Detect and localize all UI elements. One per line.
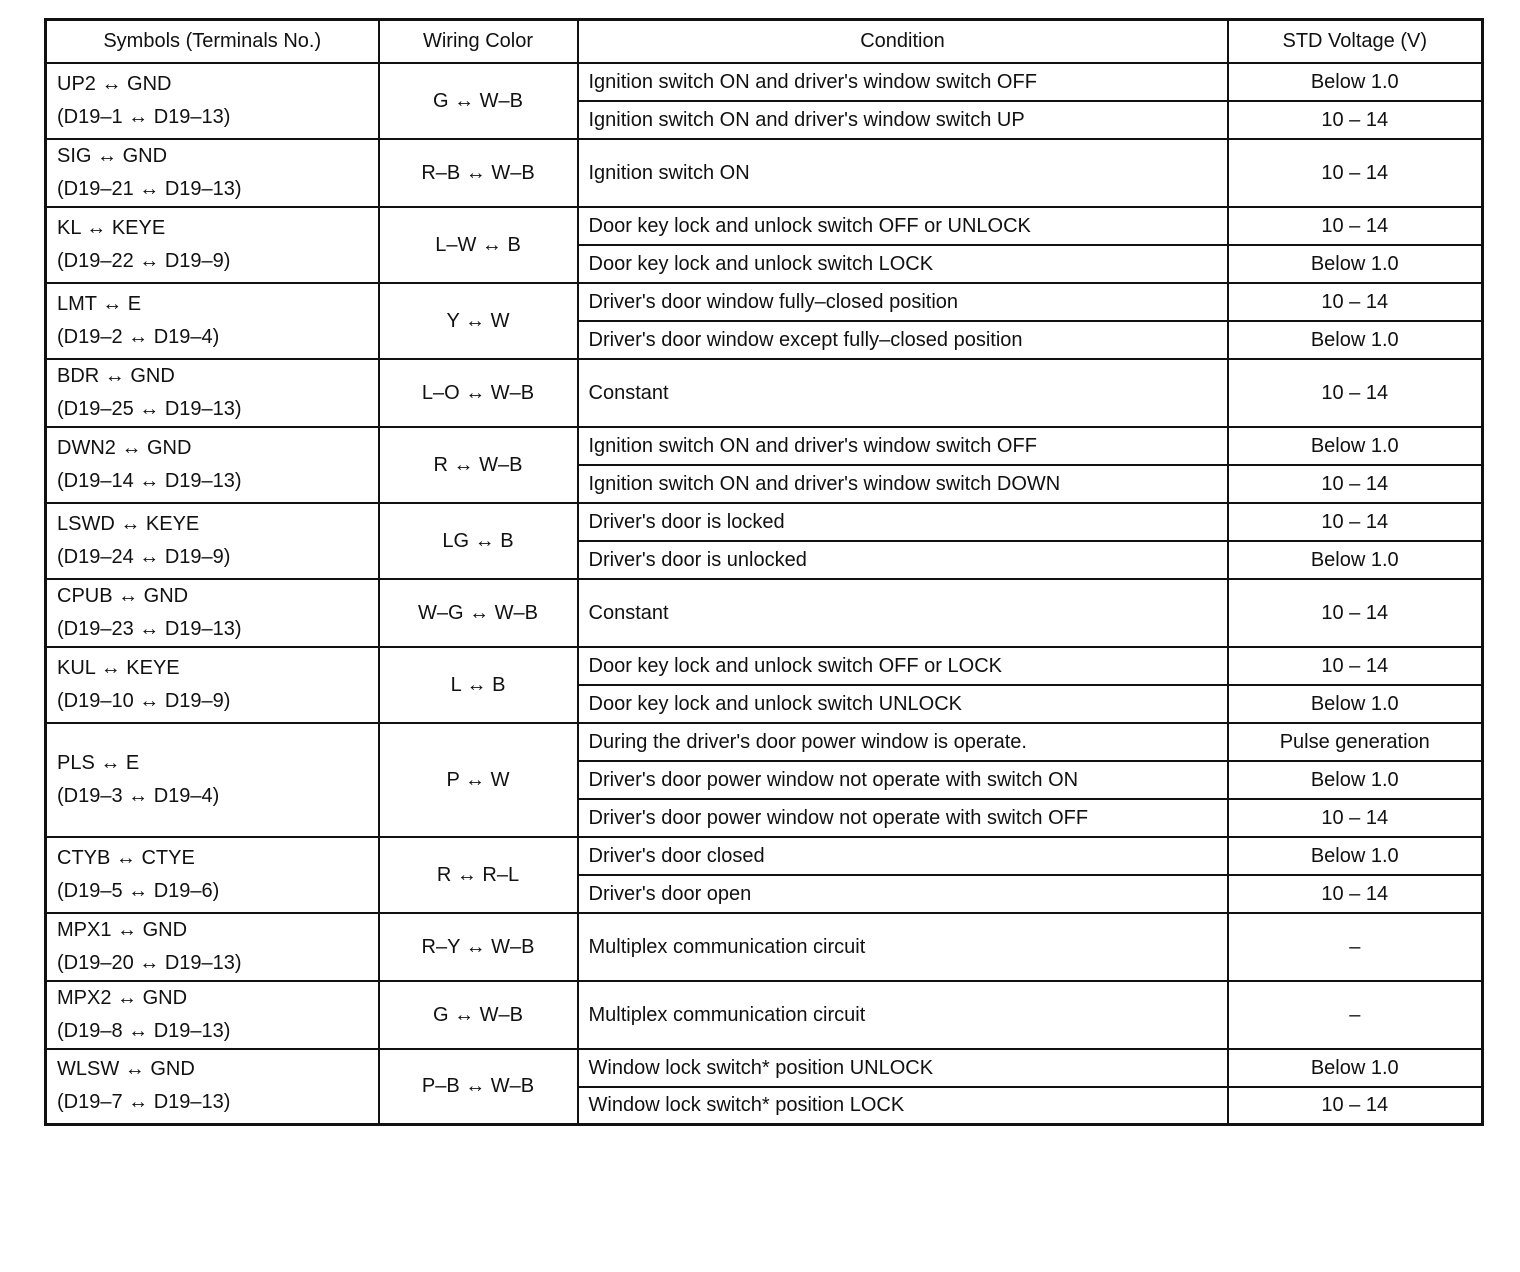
table-row (46, 1049, 1483, 1087)
wiring-color-cell: W–G ↔ W–B (379, 579, 578, 647)
std-voltage-cell: – (1228, 913, 1483, 981)
wiring-color-cell: G ↔ W–B (379, 981, 578, 1049)
std-voltage-cell: 10 – 14 (1228, 139, 1483, 207)
condition-cell: Driver's door is locked (578, 503, 1228, 541)
symbol-name: CPUB ↔ GND (57, 584, 189, 607)
condition-cell: Multiplex communication circuit (578, 913, 1228, 981)
terminal-voltage-table (44, 18, 1484, 1126)
std-voltage-cell: 10 – 14 (1228, 875, 1483, 913)
symbol-name: KL ↔ KEYE (57, 216, 166, 239)
table-row (46, 913, 1483, 981)
wiring-color-cell: G ↔ W–B (379, 63, 578, 139)
symbol-name: PLS ↔ E (57, 751, 140, 774)
symbol-name: DWN2 ↔ GND (57, 436, 192, 459)
condition-cell: Window lock switch* position UNLOCK (578, 1049, 1228, 1087)
symbol-name: KUL ↔ KEYE (57, 656, 180, 679)
symbol-cell (46, 579, 379, 647)
wiring-color-cell: LG ↔ B (379, 503, 578, 579)
std-voltage-cell: Below 1.0 (1228, 245, 1483, 283)
terminal-numbers: (D19–7 ↔ D19–13) (57, 1091, 231, 1114)
condition-cell: Door key lock and unlock switch LOCK (578, 245, 1228, 283)
table-header (46, 20, 1483, 63)
header-condition: Condition (578, 20, 1228, 63)
table-body (46, 63, 1483, 1125)
condition-cell: Ignition switch ON and driver's window switch DOWN (578, 465, 1228, 503)
condition-cell: Ignition switch ON and driver's window switch OFF (578, 427, 1228, 465)
symbol-name: WLSW ↔ GND (57, 1058, 195, 1081)
table-row (46, 139, 1483, 207)
condition-cell: Window lock switch* position LOCK (578, 1087, 1228, 1125)
symbol-cell (46, 1049, 379, 1125)
condition-cell: During the driver's door power window is operate. (578, 723, 1228, 761)
wiring-color-cell: R ↔ R–L (379, 837, 578, 913)
terminal-numbers: (D19–1 ↔ D19–13) (57, 105, 231, 128)
table-row (46, 647, 1483, 685)
std-voltage-cell: – (1228, 981, 1483, 1049)
condition-cell: Driver's door open (578, 875, 1228, 913)
table-row (46, 837, 1483, 875)
symbol-cell (46, 427, 379, 503)
table-row (46, 207, 1483, 245)
std-voltage-cell: Pulse generation (1228, 723, 1483, 761)
condition-cell: Driver's door power window not operate with switch OFF (578, 799, 1228, 837)
condition-cell: Driver's door power window not operate with switch ON (578, 761, 1228, 799)
table-row (46, 359, 1483, 427)
wiring-color-cell: Y ↔ W (379, 283, 578, 359)
std-voltage-cell: 10 – 14 (1228, 465, 1483, 503)
table-row (46, 981, 1483, 1049)
wiring-color-cell: L ↔ B (379, 647, 578, 723)
std-voltage-cell: Below 1.0 (1228, 837, 1483, 875)
symbol-name: SIG ↔ GND (57, 144, 168, 167)
table-row (46, 723, 1483, 761)
symbol-name: LMT ↔ E (57, 292, 142, 315)
table-row (46, 63, 1483, 101)
condition-cell: Constant (578, 579, 1228, 647)
wiring-color-cell: L–W ↔ B (379, 207, 578, 283)
condition-cell: Multiplex communication circuit (578, 981, 1228, 1049)
condition-cell: Door key lock and unlock switch UNLOCK (578, 685, 1228, 723)
header-wiring-color: Wiring Color (379, 20, 578, 63)
header-symbols: Symbols (Terminals No.) (46, 20, 379, 63)
std-voltage-cell: 10 – 14 (1228, 647, 1483, 685)
symbol-cell (46, 503, 379, 579)
std-voltage-cell: Below 1.0 (1228, 1049, 1483, 1087)
header-std-voltage: STD Voltage (V) (1228, 20, 1483, 63)
wiring-color-cell: R–Y ↔ W–B (379, 913, 578, 981)
symbol-name: UP2 ↔ GND (57, 72, 172, 95)
condition-cell: Door key lock and unlock switch OFF or LOCK (578, 647, 1228, 685)
terminal-numbers: (D19–3 ↔ D19–4) (57, 784, 220, 807)
std-voltage-cell: 10 – 14 (1228, 359, 1483, 427)
std-voltage-cell: Below 1.0 (1228, 761, 1483, 799)
condition-cell: Driver's door window except fully–closed position (578, 321, 1228, 359)
wiring-color-cell: R–B ↔ W–B (379, 139, 578, 207)
condition-cell: Ignition switch ON (578, 139, 1228, 207)
std-voltage-cell: 10 – 14 (1228, 207, 1483, 245)
terminal-numbers: (D19–14 ↔ D19–13) (57, 469, 242, 492)
terminal-numbers: (D19–21 ↔ D19–13) (57, 177, 242, 200)
table-row (46, 579, 1483, 647)
symbol-name: BDR ↔ GND (57, 364, 175, 387)
std-voltage-cell: Below 1.0 (1228, 685, 1483, 723)
symbol-cell (46, 913, 379, 981)
table-row (46, 503, 1483, 541)
symbol-cell (46, 981, 379, 1049)
std-voltage-cell: 10 – 14 (1228, 503, 1483, 541)
terminal-numbers: (D19–23 ↔ D19–13) (57, 617, 242, 640)
terminal-numbers: (D19–8 ↔ D19–13) (57, 1019, 231, 1042)
std-voltage-cell: 10 – 14 (1228, 799, 1483, 837)
symbol-name: CTYB ↔ CTYE (57, 846, 195, 869)
std-voltage-cell: 10 – 14 (1228, 579, 1483, 647)
condition-cell: Ignition switch ON and driver's window switch OFF (578, 63, 1228, 101)
terminal-numbers: (D19–25 ↔ D19–13) (57, 397, 242, 420)
std-voltage-cell: 10 – 14 (1228, 283, 1483, 321)
symbol-cell (46, 359, 379, 427)
terminal-numbers: (D19–2 ↔ D19–4) (57, 325, 220, 348)
terminal-numbers: (D19–5 ↔ D19–6) (57, 879, 220, 902)
symbol-cell (46, 207, 379, 283)
symbol-cell (46, 647, 379, 723)
terminal-numbers: (D19–10 ↔ D19–9) (57, 689, 231, 712)
wiring-color-cell: L–O ↔ W–B (379, 359, 578, 427)
condition-cell: Driver's door window fully–closed position (578, 283, 1228, 321)
symbol-cell (46, 63, 379, 139)
condition-cell: Ignition switch ON and driver's window switch UP (578, 101, 1228, 139)
terminal-numbers: (D19–22 ↔ D19–9) (57, 249, 231, 272)
std-voltage-cell: Below 1.0 (1228, 541, 1483, 579)
condition-cell: Door key lock and unlock switch OFF or UNLOCK (578, 207, 1228, 245)
symbol-cell (46, 723, 379, 837)
header-row (46, 20, 1483, 63)
wiring-color-cell: R ↔ W–B (379, 427, 578, 503)
std-voltage-cell: 10 – 14 (1228, 101, 1483, 139)
symbol-cell (46, 283, 379, 359)
std-voltage-cell: Below 1.0 (1228, 427, 1483, 465)
terminal-numbers: (D19–24 ↔ D19–9) (57, 545, 231, 568)
symbol-name: LSWD ↔ KEYE (57, 512, 200, 535)
condition-cell: Driver's door closed (578, 837, 1228, 875)
table-row (46, 427, 1483, 465)
std-voltage-cell: Below 1.0 (1228, 321, 1483, 359)
table-row (46, 283, 1483, 321)
symbol-name: MPX1 ↔ GND (57, 918, 188, 941)
symbol-cell (46, 139, 379, 207)
condition-cell: Constant (578, 359, 1228, 427)
symbol-cell (46, 837, 379, 913)
terminal-numbers: (D19–20 ↔ D19–13) (57, 951, 242, 974)
std-voltage-cell: 10 – 14 (1228, 1087, 1483, 1125)
condition-cell: Driver's door is unlocked (578, 541, 1228, 579)
symbol-name: MPX2 ↔ GND (57, 986, 188, 1009)
wiring-color-cell: P–B ↔ W–B (379, 1049, 578, 1125)
std-voltage-cell: Below 1.0 (1228, 63, 1483, 101)
wiring-color-cell: P ↔ W (379, 723, 578, 837)
